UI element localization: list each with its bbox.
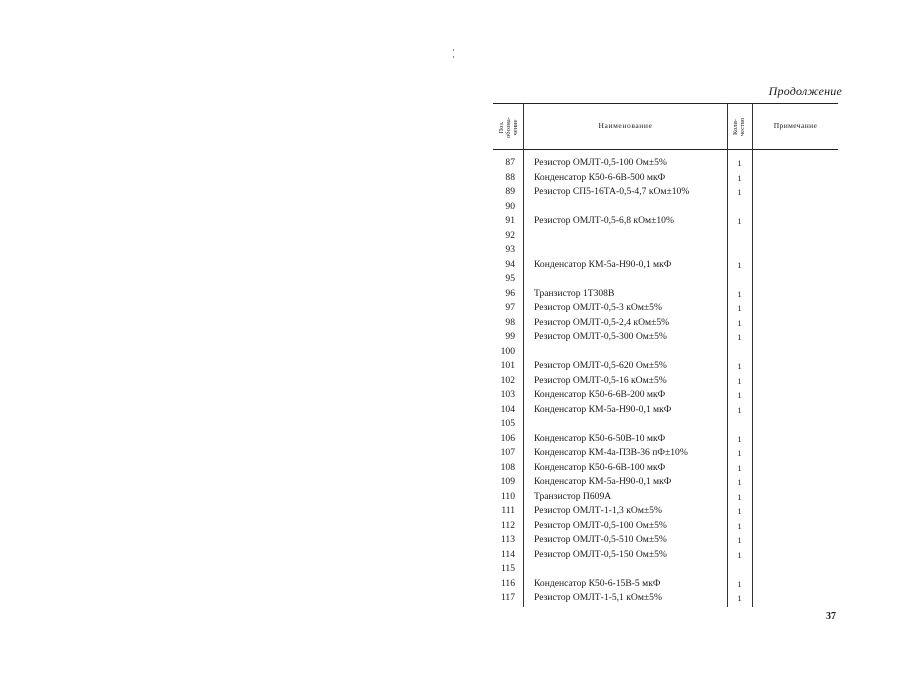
table-row — [493, 417, 838, 432]
table-row — [493, 388, 838, 403]
row-position: 101 — [500, 360, 515, 371]
row-name: Резистор ОМЛТ-1-1,3 кОм±5% — [534, 505, 662, 516]
table-row — [493, 548, 838, 563]
row-position: 114 — [500, 548, 515, 560]
header-quantity-label: Коли- чество — [732, 117, 747, 137]
row-quantity: 1 — [737, 317, 742, 328]
table-row — [493, 330, 838, 345]
table-row — [493, 504, 838, 519]
table-top-rule — [493, 103, 838, 104]
row-name: Конденсатор К50-6-6В-500 мкФ — [534, 171, 666, 183]
table-row — [493, 374, 838, 389]
row-position: 98 — [505, 316, 515, 328]
table-row — [493, 446, 838, 461]
table-row — [493, 577, 838, 592]
scan-speck — [453, 49, 454, 51]
row-name: Конденсатор К50-6-6В-100 мкФ — [534, 461, 666, 473]
row-name: Резистор ОМЛТ-0,5-3 кОм±5% — [534, 302, 662, 313]
row-position: 105 — [500, 418, 515, 429]
scan-speck — [453, 56, 454, 58]
table-row — [493, 403, 838, 418]
row-quantity: 1 — [737, 216, 742, 226]
row-position: 87 — [505, 157, 515, 168]
row-name: Резистор ОМЛТ-0,5-510 Ом±5% — [534, 534, 667, 545]
row-quantity: 1 — [737, 578, 742, 589]
header-note: Примечание — [773, 121, 818, 130]
table-row — [493, 185, 838, 200]
table-row — [493, 316, 838, 331]
row-name: Резистор ОМЛТ-0,5-620 Ом±5% — [534, 360, 667, 371]
row-quantity: 1 — [737, 390, 742, 400]
row-position: 92 — [505, 229, 515, 241]
row-quantity: 1 — [737, 404, 742, 415]
row-quantity: 1 — [737, 535, 742, 545]
table-header-rule — [493, 149, 838, 150]
table-row — [493, 345, 838, 360]
row-name: Резистор ОМЛТ-1-5,1 кОм±5% — [534, 592, 662, 603]
table-row — [493, 475, 838, 490]
table-row — [493, 533, 838, 548]
row-position: 97 — [505, 302, 515, 313]
table-body — [493, 156, 838, 606]
row-position: 100 — [500, 345, 515, 357]
table-row — [493, 214, 838, 229]
table-row — [493, 301, 838, 316]
table-row — [493, 519, 838, 534]
table-row — [493, 229, 838, 244]
row-quantity: 1 — [737, 332, 742, 342]
table-row — [493, 490, 838, 505]
row-name: Конденсатор КМ-5а-Н90-0,1 мкФ — [534, 258, 672, 270]
row-quantity: 1 — [737, 477, 742, 487]
header-position — [493, 107, 523, 147]
row-quantity: 1 — [737, 361, 742, 371]
table-row — [493, 156, 838, 171]
table-row — [493, 562, 838, 577]
header-position-label: Поз. обозна- чение — [497, 116, 519, 138]
row-position: 95 — [505, 273, 515, 284]
row-position: 111 — [501, 505, 515, 516]
row-name: Конденсатор КМ-5а-Н90-0,1 мкФ — [534, 476, 672, 487]
table-row — [493, 272, 838, 287]
row-quantity: 1 — [737, 187, 742, 197]
row-name: Резистор ОМЛТ-0,5-150 Ом±5% — [534, 548, 667, 560]
row-name: Транзистор П609А — [534, 490, 612, 502]
row-position: 107 — [500, 447, 515, 458]
row-quantity: 1 — [737, 462, 742, 473]
row-position: 93 — [505, 244, 515, 255]
row-quantity: 1 — [737, 172, 742, 183]
row-name: Резистор ОМЛТ-0,5-16 кОм±5% — [534, 374, 667, 386]
row-position: 116 — [500, 577, 515, 589]
table-row — [493, 200, 838, 215]
row-position: 99 — [505, 331, 515, 342]
row-position: 110 — [500, 490, 515, 502]
table-row — [493, 171, 838, 186]
row-name: Резистор ОМЛТ-0,5-100 Ом±5% — [534, 157, 667, 168]
row-quantity: 1 — [737, 303, 742, 313]
header-quantity — [727, 107, 752, 147]
page-number: 37 — [826, 611, 836, 622]
row-name: Резистор ОМЛТ-0,5-2,4 кОм±5% — [534, 316, 670, 328]
row-position: 109 — [500, 476, 515, 487]
row-position: 91 — [505, 215, 515, 226]
table-row — [493, 258, 838, 273]
row-position: 103 — [500, 389, 515, 400]
row-position: 94 — [505, 258, 515, 270]
continuation-label: Продолжение — [768, 84, 842, 98]
row-name: Резистор ОМЛТ-0,5-6,8 кОм±10% — [534, 215, 674, 226]
table-row — [493, 359, 838, 374]
row-position: 102 — [500, 374, 515, 386]
table-row — [493, 432, 838, 447]
header-name: Наименование — [598, 121, 653, 130]
row-name: Резистор ОМЛТ-0,5-100 Ом±5% — [534, 519, 667, 531]
row-name: Конденсатор К50-6-15В-5 мкФ — [534, 577, 661, 589]
row-quantity: 1 — [737, 375, 742, 386]
table-row — [493, 591, 838, 606]
row-position: 112 — [500, 519, 515, 531]
row-position: 117 — [500, 592, 515, 603]
row-name: Конденсатор К50-6-6В-200 мкФ — [534, 389, 666, 400]
table-row — [493, 243, 838, 258]
table-row — [493, 461, 838, 476]
row-quantity: 1 — [737, 520, 742, 531]
row-quantity: 1 — [737, 593, 742, 603]
table-row — [493, 287, 838, 302]
row-name: Транзистор 1Т308В — [534, 287, 615, 299]
row-name: Конденсатор КМ-5а-Н90-0,1 мкФ — [534, 403, 672, 415]
row-position: 90 — [505, 200, 515, 212]
row-quantity: 1 — [737, 259, 742, 270]
row-quantity: 1 — [737, 448, 742, 458]
row-quantity: 1 — [737, 549, 742, 560]
row-quantity: 1 — [737, 158, 742, 168]
row-position: 88 — [505, 171, 515, 183]
row-position: 108 — [500, 461, 515, 473]
row-position: 106 — [500, 432, 515, 444]
row-name: Резистор СП5-16ТА-0,5-4,7 кОм±10% — [534, 186, 690, 197]
row-quantity: 1 — [737, 433, 742, 444]
row-name: Конденсатор КМ-4а-П3В-36 пФ±10% — [534, 447, 688, 458]
row-position: 96 — [505, 287, 515, 299]
row-position: 113 — [500, 534, 515, 545]
row-quantity: 1 — [737, 288, 742, 299]
row-position: 115 — [500, 563, 515, 574]
row-position: 104 — [500, 403, 515, 415]
row-name: Резистор ОМЛТ-0,5-300 Ом±5% — [534, 331, 667, 342]
row-position: 89 — [505, 186, 515, 197]
row-quantity: 1 — [737, 491, 742, 502]
parts-table — [493, 103, 838, 607]
row-name: Конденсатор К50-6-50В-10 мкФ — [534, 432, 666, 444]
row-quantity: 1 — [737, 506, 742, 516]
